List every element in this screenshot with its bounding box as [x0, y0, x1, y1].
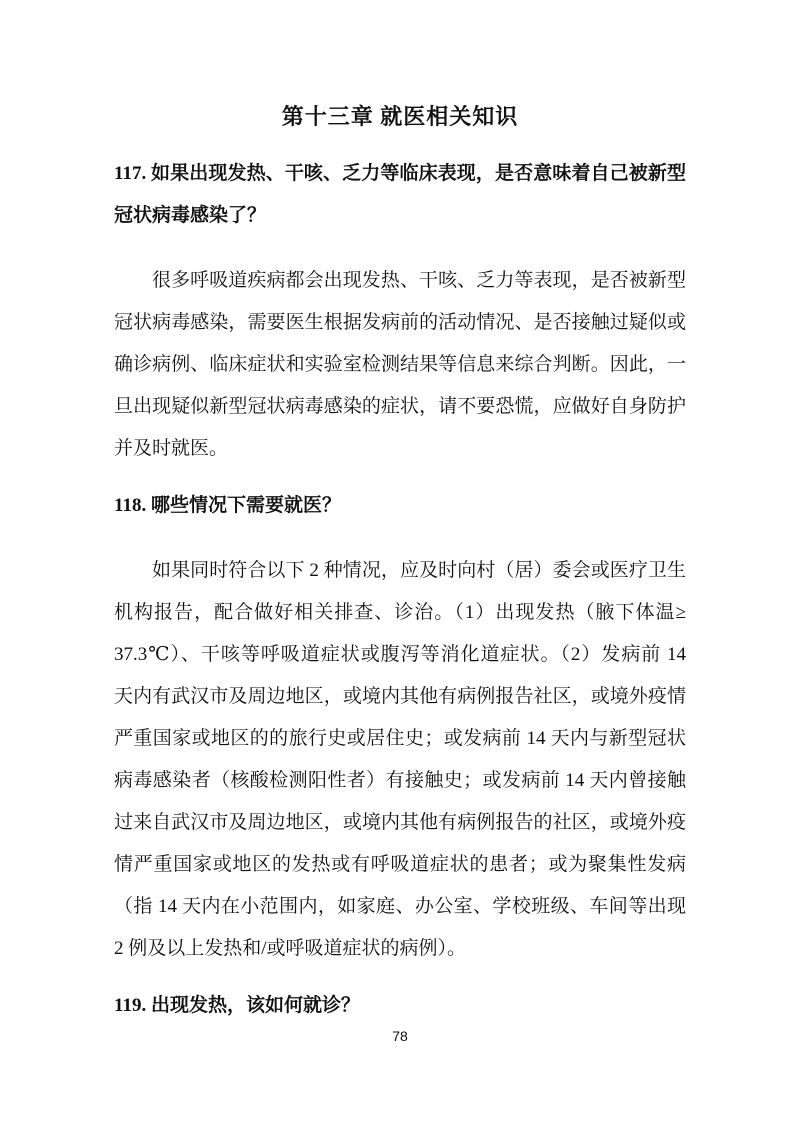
page-number: 78: [392, 1028, 408, 1044]
text-line: 如果同时符合以下 2 种情况，应及时向村（居）委会或医疗卫生: [152, 560, 686, 581]
text-line: 118. 哪些情况下需要就医？: [114, 495, 341, 516]
text-line: 旦出现疑似新型冠状病毒感染的症状，请不要恐慌，应做好自身防护: [114, 396, 686, 417]
text-line: 确诊病例、临床症状和实验室检测结果等信息来综合判断。因此，一: [114, 354, 686, 375]
text-line: 冠状病毒感染，需要医生根据发病前的活动情况、是否接触过疑似或: [114, 312, 686, 333]
text-line: 37.3℃）、干咳等呼吸道症状或腹泻等消化道症状。（2）发病前 14: [114, 644, 686, 665]
text-line: 2 例及以上发热和/或呼吸道症状的病例）。: [114, 938, 467, 959]
question-117-heading: [114, 153, 686, 237]
answer-118-paragraph: [114, 550, 686, 970]
text-line: 机构报告，配合做好相关排查、诊治。（1）出现发热（腋下体温≥: [114, 602, 686, 623]
text-line: 并及时就医。: [114, 438, 229, 459]
text-line: （指 14 天内在小范围内，如家庭、办公室、学校班级、车间等出现: [114, 896, 686, 917]
answer-117-paragraph: [114, 260, 686, 470]
text-line: 病毒感染者（核酸检测阳性者）有接触史；或发病前 14 天内曾接触: [114, 770, 686, 791]
text-line: 很多呼吸道疾病都会出现发热、干咳、乏力等表现，是否被新型: [152, 270, 686, 291]
text-line: 过来自武汉市及周边地区，或境内其他有病例报告的社区，或境外疫: [114, 812, 686, 833]
question-118-heading: [114, 485, 686, 527]
text-line: 119. 出现发热，该如何就诊？: [114, 995, 360, 1016]
text-line: 严重国家或地区的的旅行史或居住史；或发病前 14 天内与新型冠状: [114, 728, 686, 749]
chapter-title: 第十三章 就医相关知识: [281, 104, 519, 129]
text-line: 天内有武汉市及周边地区，或境内其他有病例报告社区，或境外疫情: [114, 686, 686, 707]
text-line: 冠状病毒感染了？: [114, 205, 267, 226]
question-119-heading: [114, 985, 686, 1027]
text-line: 117. 如果出现发热、干咳、乏力等临床表现，是否意味着自己被新型: [114, 163, 686, 184]
document-content: [114, 96, 686, 1027]
text-line: 情严重国家或地区的发热或有呼吸道症状的患者；或为聚集性发病: [114, 854, 686, 875]
document-body: [114, 153, 686, 1027]
